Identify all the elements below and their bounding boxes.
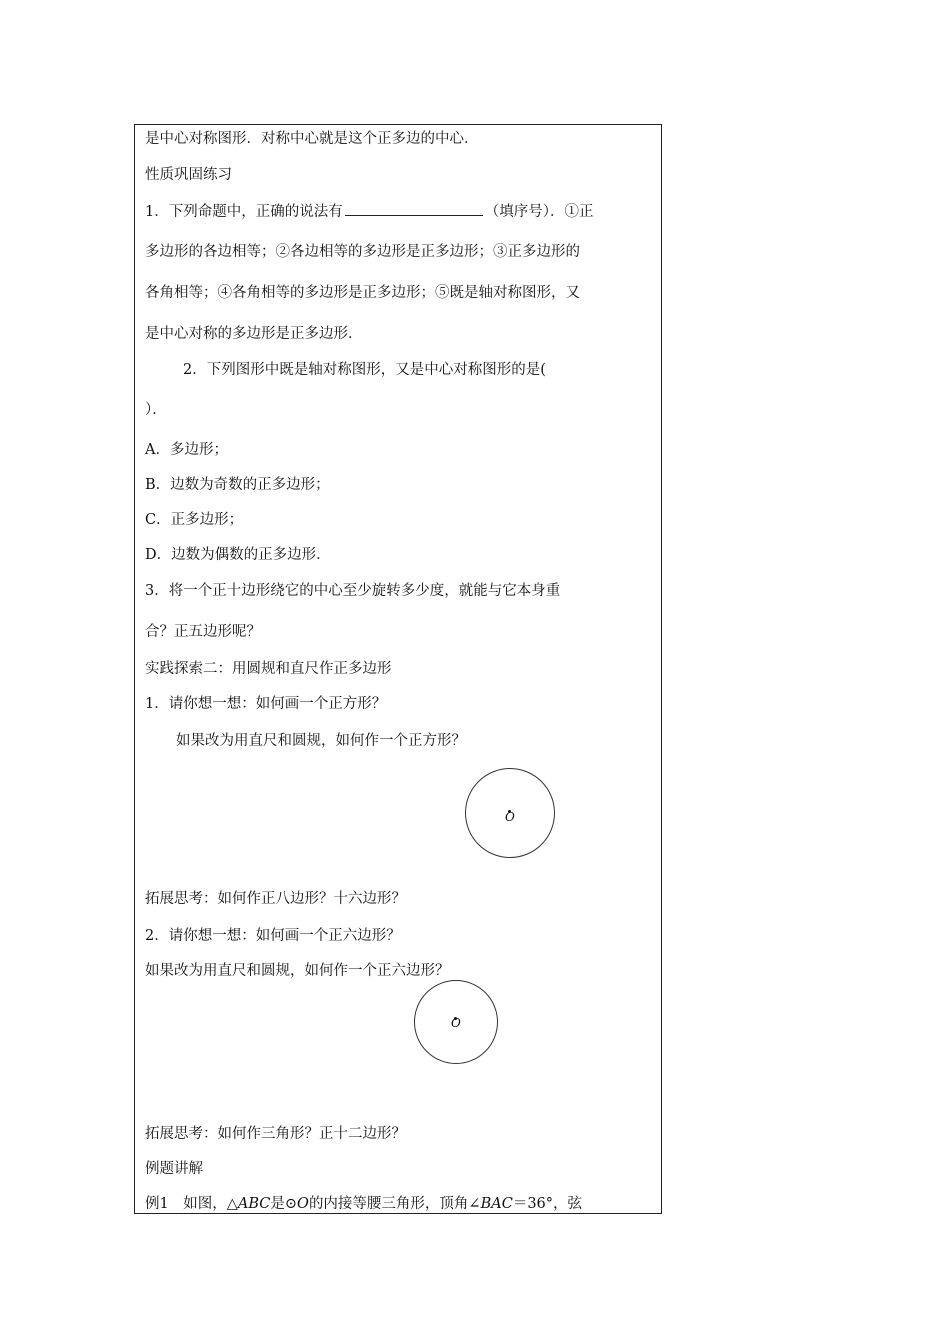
option-c: C．正多边形； xyxy=(145,512,244,528)
question-1 xyxy=(145,201,593,222)
question-1-tail: （填序号）．①正 xyxy=(484,204,594,220)
option-d: D．边数为偶数的正多边形． xyxy=(145,547,331,563)
section-heading: 实践探索二：用圆规和直尺作正多边形 xyxy=(145,661,392,677)
text-line: ）． xyxy=(145,402,167,418)
text-line: 多边形的各边相等；②各边相等的多边形是正多边形；③正多边形的 xyxy=(145,244,580,260)
section-heading: 性质巩固练习 xyxy=(145,167,232,183)
text-line: 是中心对称的多边形是正多边形． xyxy=(145,326,363,342)
center-label: O xyxy=(505,810,515,824)
text-line: 拓展思考：如何作正八边形？十六边形？ xyxy=(145,891,406,907)
text-line: 拓展思考：如何作三角形？正十二边形？ xyxy=(145,1126,406,1142)
math-var: BAC xyxy=(480,1196,513,1212)
example-text: ＝36°，弦 xyxy=(512,1196,583,1212)
example-1 xyxy=(145,1194,582,1214)
question-1-text: 1．下列命题中，正确的说法有 xyxy=(145,204,343,220)
text-line: 如果改为用直尺和圆规，如何作一个正方形？ xyxy=(176,733,466,749)
math-var: ABC xyxy=(237,1196,271,1212)
example-text: 的内接等腰三角形，顶角∠ xyxy=(308,1196,481,1212)
text-line: 2．请你想一想：如何画一个正六边形？ xyxy=(145,928,401,944)
option-a: A．多边形； xyxy=(145,442,228,458)
option-b: B．边数为奇数的正多边形； xyxy=(145,477,330,493)
center-label: O xyxy=(451,1016,461,1030)
answer-blank xyxy=(345,201,483,216)
example-text: 是⊙ xyxy=(270,1196,298,1212)
math-var: O xyxy=(297,1196,309,1212)
question-2: 2．下列图形中既是轴对称图形，又是中心对称图形的是( xyxy=(183,362,546,378)
text-line: 各角相等；④各角相等的多边形是正多边形；⑤既是轴对称图形，又 xyxy=(145,285,580,301)
example-text: 例1 如图，△ xyxy=(145,1196,238,1212)
section-heading: 例题讲解 xyxy=(145,1161,203,1177)
question-3: 3．将一个正十边形绕它的中心至少旋转多少度，就能与它本身重 xyxy=(145,583,561,599)
text-line: 1．请你想一想：如何画一个正方形？ xyxy=(145,696,387,712)
text-line: 合？正五边形呢？ xyxy=(145,624,261,640)
text-line: 如果改为用直尺和圆规，如何作一个正六边形？ xyxy=(145,963,450,979)
text-line: 是中心对称图形．对称中心就是这个正多边的中心． xyxy=(145,131,479,147)
